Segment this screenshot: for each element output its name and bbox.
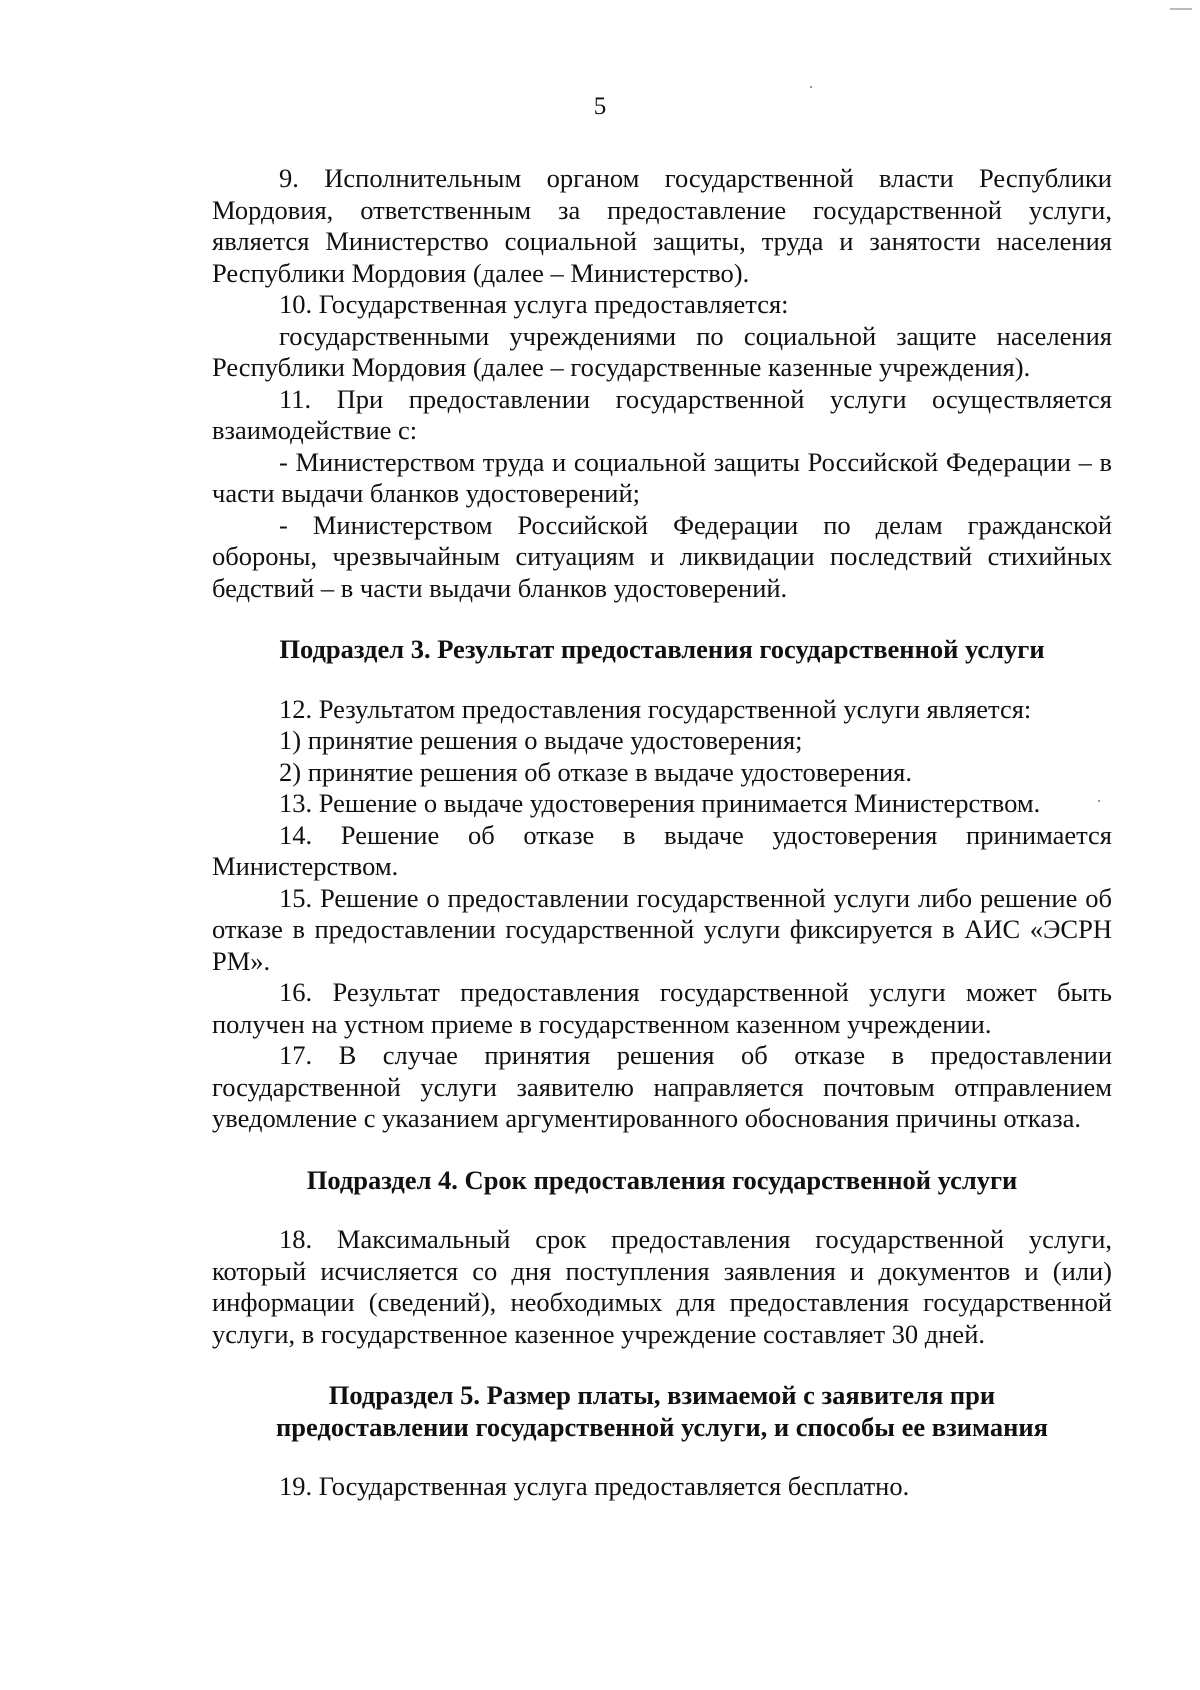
section-5-body	[212, 1471, 1112, 1503]
section-4-heading: Подраздел 4. Срок предоставления государственной услуги	[306, 1164, 1018, 1195]
paragraph-14: 14. Решение об отказе в выдаче удостоверения принимается Министерством.	[212, 819, 1112, 881]
document-body	[212, 163, 1112, 1503]
paragraph-12-item-1: 1) принятие решения о выдаче удостоверения;	[279, 725, 803, 755]
paragraph-11-item-1: - Министерством труда и социальной защиты Российской Федерации – в части выдачи бланков удостоверений;	[212, 446, 1112, 508]
section-5-heading-line-1: Подраздел 5. Размер платы, взимаемой с заявителя при	[328, 1380, 996, 1410]
section-5-heading-line-2: предоставлении государственной услуги, и способы ее взимания	[276, 1411, 1048, 1442]
section-3-body	[212, 694, 1112, 1135]
paragraph-9: 9. Исполнительным органом государственной власти Республики Мордовия, ответственным за предоставление государственной услуги, является Министерство социальной защиты, труда и занятости населения Республики Мордовия (далее – Министерство).	[212, 163, 1112, 288]
paragraph-19: 19. Государственная услуга предоставляется бесплатно.	[279, 1471, 910, 1501]
paragraph-11-item-2: - Министерством Российской Федерации по делам гражданской обороны, чрезвычайным ситуациям и ликвидации последствий стихийных бедствий – в части выдачи бланков удостоверений.	[212, 509, 1112, 603]
scan-speck	[810, 86, 812, 88]
paragraph-10-body: государственными учреждениями по социальной защите населения Республики Мордовия (далее – государственные казенные учреждения).	[212, 320, 1112, 382]
paragraph-15: 15. Решение о предоставлении государственной услуги либо решение об отказе в предоставлении государственной услуги фиксируется в АИС «ЭСРН РМ».	[212, 882, 1112, 976]
paragraph-16: 16. Результат предоставления государственной услуги может быть получен на устном приеме в государственном казенном учреждении.	[212, 977, 1112, 1039]
paragraph-12-item-2: 2) принятие решения об отказе в выдаче удостоверения.	[279, 756, 912, 787]
paragraph-10: 10. Государственная услуга предоставляется:	[279, 289, 789, 319]
section-4-body	[212, 1224, 1112, 1350]
section-5-heading	[212, 1380, 1112, 1443]
scan-edge-mark	[1170, 8, 1192, 10]
paragraph-13: 13. Решение о выдаче удостоверения принимается Министерством.	[279, 788, 1041, 818]
section-3-heading: Подраздел 3. Результат предоставления государственной услуги	[279, 634, 1045, 664]
paragraph-18: 18. Максимальный срок предоставления государственной услуги, который исчисляется со дня поступления заявления и документов и (или) информации (сведений), необходимых для предоставления государственной услуги, в государственное казенное учреждение составляет 30 дней.	[212, 1224, 1112, 1349]
paragraph-11: 11. При предоставлении государственной услуги осуществляется взаимодействие с:	[212, 383, 1112, 445]
paragraph-12: 12. Результатом предоставления государственной услуги является:	[279, 693, 1032, 724]
page-number: 5	[593, 93, 607, 120]
paragraph-17: 17. В случае принятия решения об отказе в предоставлении государственной услуги заявителю направляется почтовым отправлением уведомление с указанием аргументированного обоснования причины отказа.	[212, 1040, 1112, 1133]
